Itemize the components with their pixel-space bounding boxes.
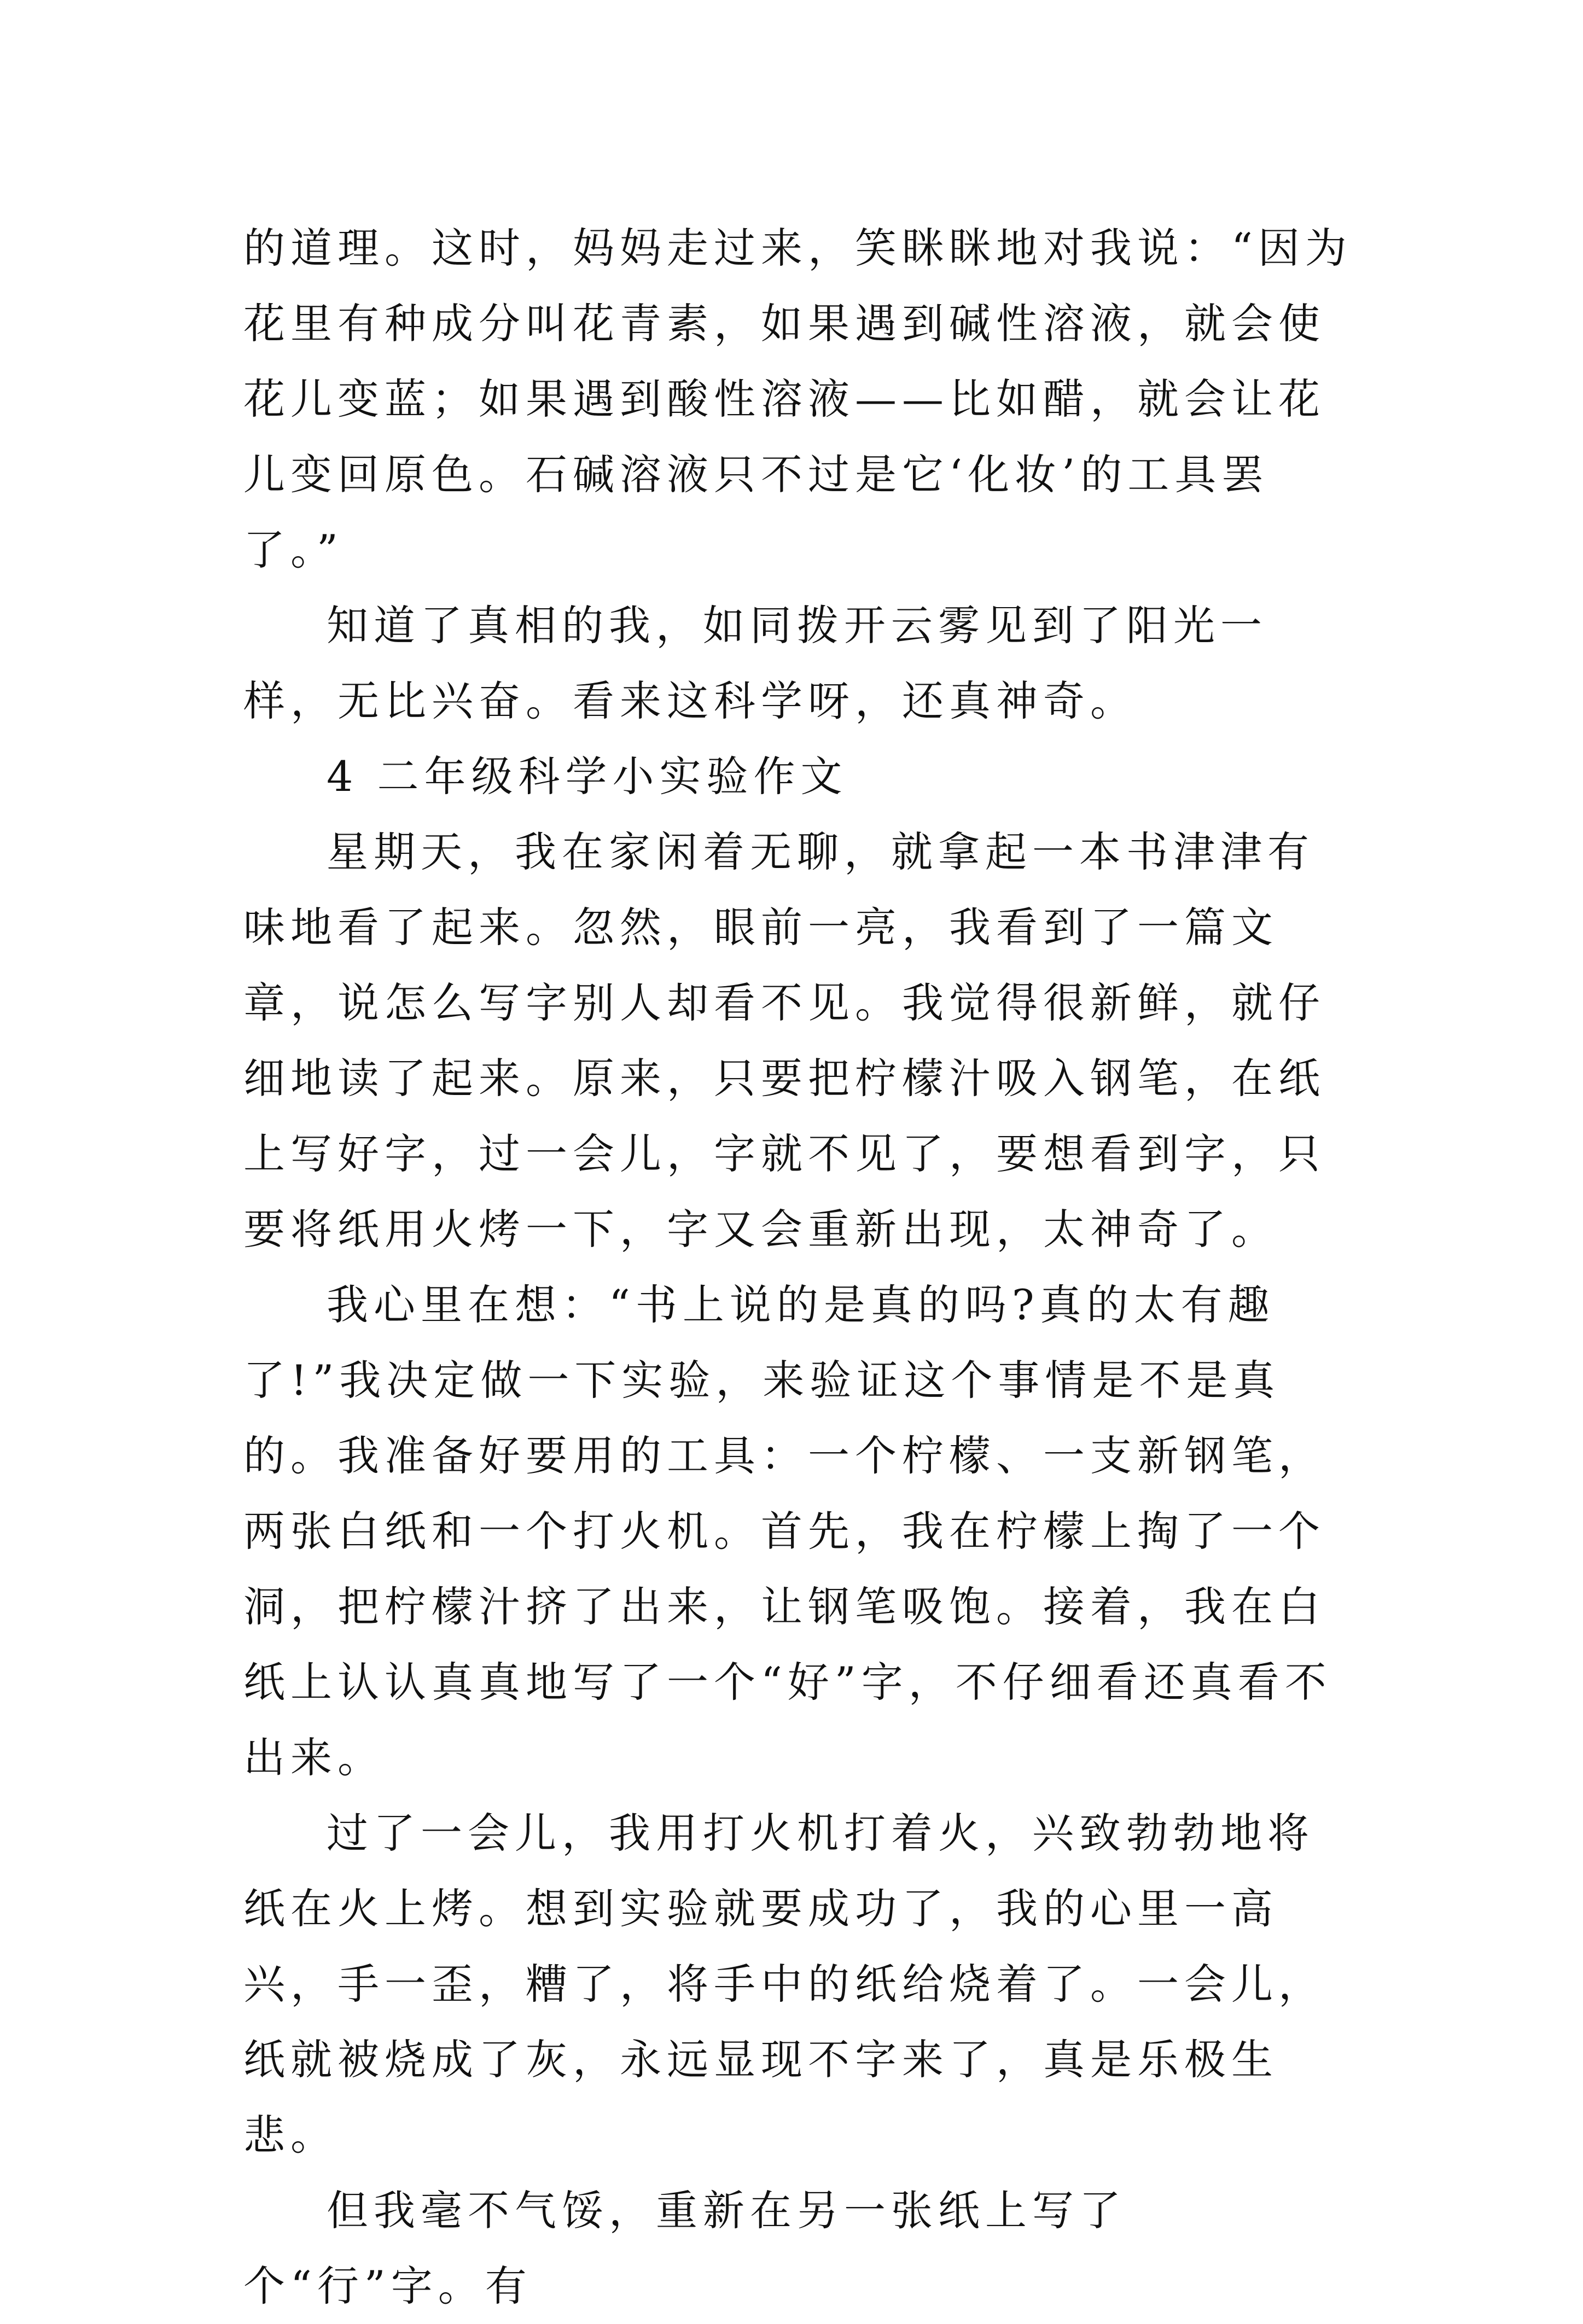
paragraph-experiment-prep: 我心里在想：“书上说的是真的吗?真的太有趣了!”我决定做一下实验，来验证这个事情是不是真的。我准备好要用的工具：一个柠檬、一支新钢笔，两张白纸和一个打火机。首先，我在柠檬上掏了一个洞，把柠檬汁挤了出来，让钢笔吸饱。接着，我在白纸上认认真真地写了一个“好”字，不仔细看还真看不出来。 (243, 1280, 1332, 1782)
paragraph-intro: 星期天，我在家闲着无聊，就拿起一本书津津有味地看了起来。忽然，眼前一亮，我看到了一篇文章，说怎么写字别人却看不见。我觉得很新鲜，就仔细地读了起来。原来，只要把柠檬汁吸入钢笔，在纸上写好字，过一会儿，字就不见了，要想看到字，只要将纸用火烤一下，字又会重新出现，太神奇了。 (243, 828, 1325, 1254)
paragraph-continuation: 的道理。这时，妈妈走过来，笑眯眯地对我说：“因为花里有种成分叫花青素，如果遇到碱性溶液，就会使花儿变蓝；如果遇到酸性溶液——比如醋，就会让花儿变回原色。石碱溶液只不过是它‘化妆’的工具罢了。” (243, 224, 1352, 574)
section-heading: 4 二年级科学小实验作文 (327, 752, 848, 801)
paragraph-conclusion: 知道了真相的我，如同拨开云雾见到了阳光一样，无比兴奋。看来这科学呀，还真神奇。 (243, 601, 1267, 725)
paragraph-retry: 但我毫不气馁，重新在另一张纸上写了个“行”字。有 (243, 2186, 1126, 2310)
paragraph-experiment-fail: 过了一会儿，我用打火机打着火，兴致勃勃地将纸在火上烤。想到实验就要成功了，我的心里一高兴，手一歪，糟了，将手中的纸给烧着了。一会儿，纸就被烧成了灰，永远显现不字来了，真是乐极生悲。 (243, 1809, 1325, 2159)
document-body (243, 211, 1354, 2324)
